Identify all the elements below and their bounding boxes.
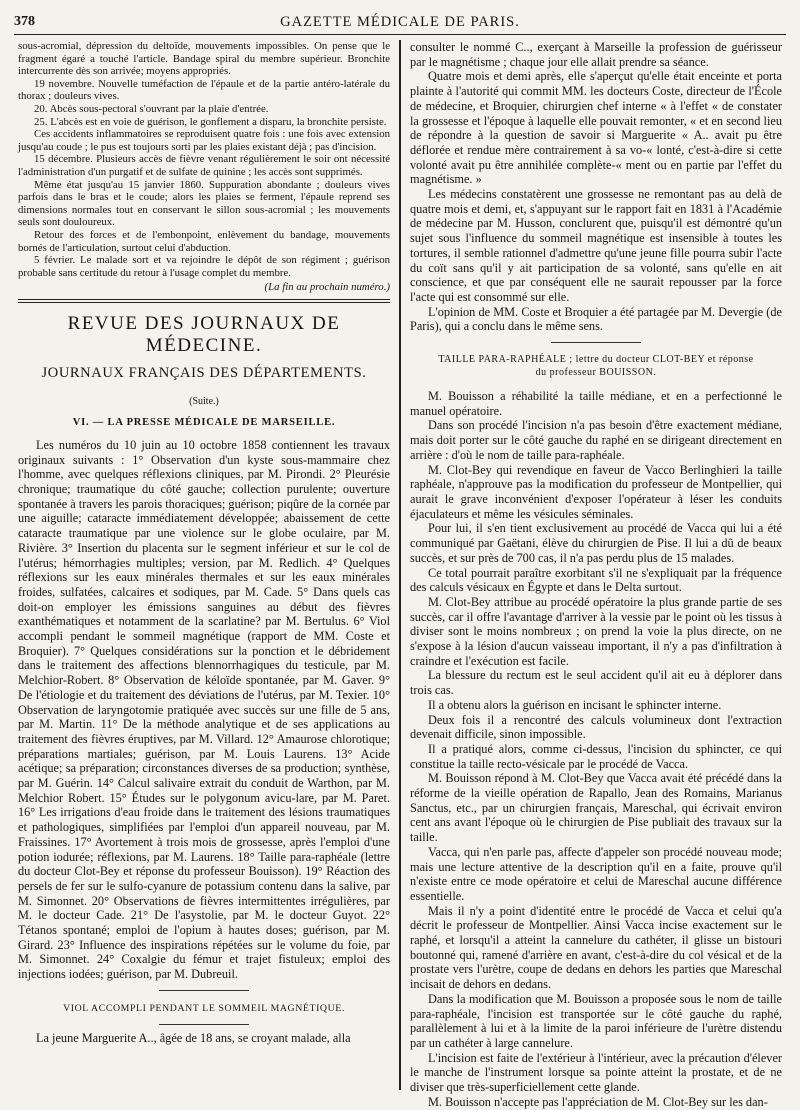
article-paragraph: L'opinion de MM. Coste et Broquier a été partagée par M. Devergie (de Paris), qui a conclu dans le même sens. [410,304,782,334]
article-paragraph: Deux fois il a rencontré des calculs volumineux dont l'extraction devenait difficile, sinon impossible. [410,712,782,742]
section-title: VI. — LA PRESSE MÉDICALE DE MARSEILLE. [72,416,336,428]
article-paragraph: M. Bouisson n'accepte pas l'appréciation de M. Clot-Bey sur les dan- [428,1094,768,1109]
left-column [18,40,390,1088]
taille-heading [410,353,782,379]
right-column [410,40,782,1109]
taille-article [410,389,782,1109]
journaux-title: JOURNAUX FRANÇAIS DES DÉPARTEMENTS. [41,364,367,381]
article-paragraph: La jeune Marguerite A.., âgée de 18 ans, se croyant malade, alla [36,1030,351,1045]
article-paragraph: M. Clot-Bey qui revendique en faveur de Vacco Berlinghieri la taille raphéale, n'approuve pas la modification du professeur de Montpellier, qui aurait le grave inconvénient d'exposer l'opérateur à léser les conduits éjaculateurs et même les vésicules séminales. [410,462,782,521]
article-paragraph: Ce total pourrait paraître exorbitant s'il ne s'expliquait par la fréquence des calculs vésicaux en Égypte et dans le Delta surtout. [410,565,782,595]
article-paragraph: Dans son procédé l'incision n'a pas besoin d'être exactement médiane, mais doit porter sur le côté gauche du raphé en se dirigeant directement en arrière : d'où le nom de taille para-raphéale. [410,418,782,462]
article-paragraph: Vacca, qui n'en parle pas, affecte d'appeler son procédé nouveau mode; mais une lecture attentive de la description qu'il en a faite, prouve qu'il n'existe entre ce mode opératoire et celui de Mareschal aucune différence essentielle. [410,844,782,903]
case-note: Retour des forces et de l'embonpoint, enlèvement du bandage, mouvements bornés de l'articulation, surtout celui d'abduction. [18,228,390,254]
article-paragraph: Les médecins constatèrent une grossesse ne remontant pas au delà de quatre mois et demi, et, s'appuyant sur le rapport fait en 1831 à l'Académie de médecine par M. Husson, conclurent que, puisqu'il est démontré qu'un sujet sous l'influence du sommeil magnétique est insensible à toutes les tortures, il semble rationnel d'admettre qu'une jeune fille pourra subir l'acte du coït sans qu'il y ait participation de sa volonté, sans qu'elle en ait conscience, et que par conséquent elle ne saurait repousser par la force l'acte qui est consommé sur elle. [410,187,782,304]
article-paragraph: Mais il n'y a point d'identité entre le procédé de Vacca et celui qu'a décrit le professeur de Montpellier. Ainsi Vacca incise exactement sur le raphé, et lorsqu'il a atteint la cannelure du cathéter, il glisse un bistouri boutonné qui, ramené d'arrière en avant, c'est-à-dire du col vésical et de la prostate vers l'urètre, coupe de dedans en dehors les parties que Mareschal incisait de dehors en dedans. [410,903,782,992]
article-paragraph: La blessure du rectum est le seul accident qu'il ait eu à déplorer dans trois cas. [410,668,782,698]
section-rule [18,299,390,303]
article-paragraph: Il a obtenu alors la guérison en incisant le sphincter interne. [428,697,722,712]
article-paragraph: Pour lui, il s'en tient exclusivement au procédé de Vacca qui lui a été communiqué par Gaëtani, élève du chirurgien de Pise. Il lui a dû de beaux succès, et sur près de 700 cas, il n'a pas perdu plus de 15 malades. [410,521,782,565]
article-paragraph: M. Clot-Bey attribue au procédé opératoire la plus grande partie de ses succès, car il offre l'avantage d'arriver à la vessie par le point où les tissus à diviser sont le moins nombreux ; on prend la voie la plus directe, on ne s'expose à la lésion d'aucun vaisseau important, il n'y a pas d'infiltration à craindre et l'exécution est facile. [410,594,782,668]
short-rule [159,1024,249,1025]
taille-heading-line1: TAILLE PARA-RAPHÉALE ; lettre du docteur CLOT-BEY et réponse [438,354,754,366]
article-paragraph: Dans la modification que M. Bouisson a proposée sous le nom de taille para-raphéale, l'incision est transportée sur le côté gauche du raphé, parallèlement à lui et à la limite de la paroi inférieure de l'urètre distendu par un cathéter à large cannelure. [410,991,782,1050]
revue-title: REVUE DES JOURNAUX DE MÉDECINE. [67,312,341,356]
viol-article [18,1031,390,1046]
viol-heading: VIOL ACCOMPLI PENDANT LE SOMMEIL MAGNÉTIQUE. [63,1002,345,1014]
article-paragraph: consulter le nommé C.., exerçant à Marseille la profession de guérisseur par le magnétisme ; chaque jour elle allait prendre sa séance. [410,40,782,69]
case-note: 25. L'abcès est en voie de guérison, le gonflement a disparu, la bronchite persiste. [34,115,387,128]
case-note: 5 février. Le malade sort et va rejoindre le dépôt de son régiment ; guérison probable sans certitude du retour à l'usage complet du membre. [18,254,390,279]
case-note: 15 décembre. Plusieurs accès de fièvre venant régulièrement le soir ont nécessité l'administration d'un purgatif et de sulfate de quinine ; les accès sont supprimés. [18,153,390,178]
short-rule [159,990,249,991]
article-paragraph: M. Bouisson a réhabilité la taille médiane, et en a perfectionné le manuel opératoire. [410,389,782,418]
case-note: sous-acromial, dépression du deltoïde, mouvements impossibles. On pense que le fragment égaré a touché l'article. Bandage spiral du membre supérieur. Bronchite intercurrente dès son arrivée; moyens appropriés. [18,40,390,78]
short-rule [551,342,641,343]
article-paragraph: Les numéros du 10 juin au 10 octobre 1858 contiennent les travaux originaux suivants : 1° Observation d'un kyste sous-mammaire chez l'homme, avec quelques réflexions cliniques, par M. Pirondi. 2° Pleurésie chronique; traumatique du côté gauche; collection purulente; ouverture spontanée à travers les parois thoraciques; guérison; piqûre de la cornée par une aiguille; cataracte immédiatement développée; abaissement de cette cataracte traumatique par une violence sur le globe oculaire, par M. Rivière. 3° Insertion du placenta sur le segment inférieur et sur le col de l'utérus; hémorrhagies multiples; version, par M. Redlich. 4° Quelques réflexions sur les eaux minérales thermales et sur les eaux minérales froides, sulfatées, calcaires et sodiques, par M. Cade. 5° Dans quels cas doit-on employer les émissions sanguines au début des fièvres exanthématiques et notamment de la scarlatine? par M. Bertulus. 6° Viol accompli pendant le sommeil magnétique (rapport de MM. Coste et Broquier). 7° Quelques considérations sur la ponction et le débridement dans le traitement des affections blennorrhagiques du testicule, par M. Melchior-Robert. 8° Observation de kéloïde spontanée, par M. Gaver. 9° De l'étiologie et du traitement des déviations de l'utérus, par M. Texier. 10° Observation de laryngotomie pratiquée avec succès sur une fille de 5 ans, par M. Martin. 11° De la méthode analytique et de ses applications au traitement des fièvres éruptives, par M. Villard. 12° Amaurose chlorotique; préparations martiales; guérison, par M. Louis Laurens. 13° Acide acétique; sa préparation; circonstances diverses de sa production; synthèse, par M. Guérin. 14° Calcul salivaire extrait du conduit de Warthon, par M. Melchior Robert. 15° Études sur le polygonum avicu-lare, par M. Paret. 16° Les irrigations d'eau froide dans le traitement des lésions traumatiques et pathologiques, simplifiées par l'emploi d'un appareil nouveau, par M. Fraissines. 17° Avortement à trois mois de grossesse, après l'emploi d'une potion iodurée; réflexions, par M. Laurens. 18° Taille para-raphéale (lettre du docteur Clot-Bey et réponse du professeur Bouisson). 19° Réaction des persels de fer sur le sulfo-cyanure de potassium contenu dans la salive, par M. Simonnet. 20° Observations de fièvres intermittentes irrégulières, par M. le docteur Cade. 21° De l'asystolie, par M. le docteur Guyot. 22° Tétanos spontané; emploi de l'opium à hautes doses; guérison, par M. Girard. 23° Influence des inspirations répétées sur le volume du foie, par M. Simonnet. 24° Coxalgie du fémur et trajet fistuleux; emploi des injections iodées; guérison, par M. Dubreuil. [18,437,390,982]
article-paragraph: Il a pratiqué alors, comme ci-dessus, l'incision du sphincter, ce qui constitue la taille recto-vésicale par le procédé de Vacca. [410,741,782,771]
journal-title: GAZETTE MÉDICALE DE PARIS. [280,14,520,30]
taille-heading-line2: du professeur BOUISSON. [535,367,657,379]
case-notes [18,40,390,294]
viol-continued [410,40,782,334]
column-divider [399,40,401,1090]
case-note: 19 novembre. Nouvelle tuméfaction de l'épaule et de la partie antéro-latérale du thorax ; douleurs vives. [18,77,390,103]
case-note: Même état jusqu'au 15 janvier 1860. Suppuration abondante ; douleurs vives parfois dans le bras et le coude; alors les plaies se ferment, l'épaule reprend ses dimensions normales tout en conservant le sillon sous-acromial ; les mouvements seuls sont douloureux. [18,178,390,229]
page-number: 378 [14,14,35,29]
case-note: Ces accidents inflammatoires se reproduisent quatre fois : une fois avec extension jusqu'au coude ; le pus est toujours sorti par les plaies existant déjà ; pas d'incision. [18,128,390,153]
article-paragraph: L'incision est faite de l'extérieur à l'intérieur, avec la précaution d'élever le manche de l'instrument lorsque sa pointe atteint la prostate, et de ne diviser que très-superficiellement cette glande. [410,1050,782,1095]
page-header [14,12,786,35]
continuation-note: (La fin au prochain numéro.) [264,281,390,294]
case-note: 20. Abcès sous-pectoral s'ouvrant par la plaie d'entrée. [34,102,269,115]
article-paragraph: Quatre mois et demi après, elle s'aperçut qu'elle était enceinte et porta plainte à l'autorité qui commit MM. les docteurs Coste, directeur de l'École de médecine, et Broquier, chirurgien chef interne « à l'effet « de constater la grossesse et l'époque à laquelle elle pouvait remonter, « et en second lieu de répondre à la question de savoir si Marguerite « A.. avait pu être déflorée et rendue mère contrairement à sa vo-« lonté, c'est-à-dire si cette volonté avait pu être annihilée complète-« ment ou en partie par l'effet du magnétisme. » [410,69,782,187]
marseille-article [18,438,390,982]
article-paragraph: M. Bouisson répond à M. Clot-Bey que Vacca avait été précédé dans la réforme de la vieille opération de Rapallo, Jean des Romains, Marianus Sanctus, etc., par un chirurgien français, Mareschal, qui écrivait environ cent ans avant l'époque où le chirurgien de Pise publiait des travaux sur la taille. [410,771,782,845]
suite-label: (Suite.) [189,395,219,407]
